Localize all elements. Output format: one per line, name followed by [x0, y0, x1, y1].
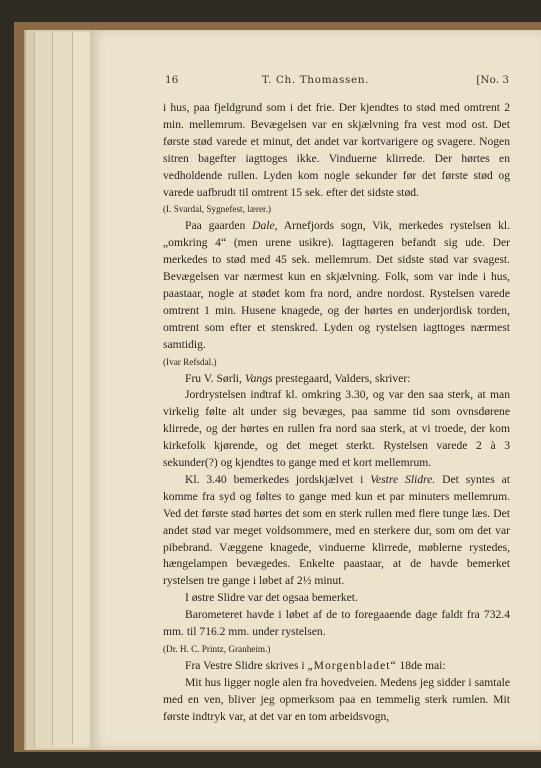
paragraph: Kl. 3.40 bemerkedes jordskjælvet i Vestre Slidre. Det syntes at komme fra syd og føltes to gange med kun et par minuters mellemrum. Ved det første stød hørtes det som en sterk rullen med flere tunge læs. Det andet stød var meget voldsommere, med en sterkere dur, som om det var pibebrand. Væggene knagede, vinduerne klirrede, møblerne rystedes, hængelampen bevægedes. Enkelte paastaar, at de havde bemerket rystelsen tre gange i løbet af 2½ minut. — [163, 472, 510, 588]
place-name: Dale, — [252, 219, 278, 233]
place-name: Vestre Slidre. — [370, 472, 436, 486]
page-body — [163, 100, 510, 726]
signature: (Ivar Refsdal.) — [163, 356, 217, 367]
page-number: 16 — [165, 74, 179, 86]
issue-number: [No. 3 — [476, 74, 509, 86]
paragraph: Barometeret havde i løbet af de to foregaaende dage faldt fra 732.4 mm. til 716.2 mm. under rystelsen. — [163, 608, 510, 639]
paragraph: I østre Slidre var det ogsaa bemerket. — [185, 591, 358, 605]
place-name: Vangs — [244, 371, 273, 385]
paragraph: Mit hus ligger nogle alen fra hovedveien. Medens jeg sidder i samtale med en ven, bliver jeg opmerksom paa en temmelig sterk rumlen. Mit første indtryk var, at det var en tom arbeidsvogn, — [163, 675, 510, 723]
paragraph: Fru V. Sørli, Vangs prestegaard, Valders, skriver: — [185, 371, 411, 385]
book-page — [90, 30, 541, 750]
signature: (Dr. H. C. Printz, Granheim.) — [163, 644, 271, 654]
paragraph: Paa gaarden Dale, Arnefjords sogn, Vik, merkedes rystelsen kl. „omkring 4“ (men urene usikre). Iagttageren befandt sig ude. Der merkedes to stød med 45 sek. mellemrum. Det sidste stød var svagest. Bevægelsen var nærmest kun en skjælvning. Folk, som var inde i hus, paastaar, nogle at stødet kom fra nord, andre nordost. Rystelsen varede omtrent 1 min. Husene knagede, og der hørtes en underjordisk torden, omtrent som efter et stenskred. Lyden og rystelsen iagttoges nærmest samtidig. — [163, 219, 510, 351]
running-title: T. Ch. Thomassen. — [261, 74, 370, 86]
newspaper-name: „Morgenbladet“ — [307, 658, 397, 672]
paragraph: i hus, paa fjeldgrund som i det frie. Der kjendtes to stød med omtrent 2 min. mellemrum. Bevægelsen var en skjælvning fra vest mod ost. Det første stød varede et minut, det andet var kortvarigere og svagere. Nogen sitren bagefter iagttoges ikke. Vinduerne klirrede. Der hørtes en vedholdende rullen. Lyden kom nogle sekunder før det første stød og varede uafbrudt til omtrent 15 sek. efter det sidste stød. — [163, 101, 510, 199]
paragraph: Jordrystelsen indtraf kl. omkring 3.30, og var den saa sterk, at man virkelig følte alt under sig bevæges, paa samme tid som ovnsdørene klirrede, og der hørtes en rullen fra nord saa sterk, at vi troede, der kom kirkefolk kjørende, og det meget sterkt. Rystelsen varede 2 à 3 sekunder(?) og kjendtes to gange med et kort mellemrum. — [163, 388, 510, 470]
paragraph: Fra Vestre Slidre skrives i „Morgenbladet“ 18de mai: — [185, 658, 446, 672]
signature: (I. Svardal, Sygnefest, lærer.) — [163, 204, 271, 215]
running-header — [90, 74, 541, 90]
